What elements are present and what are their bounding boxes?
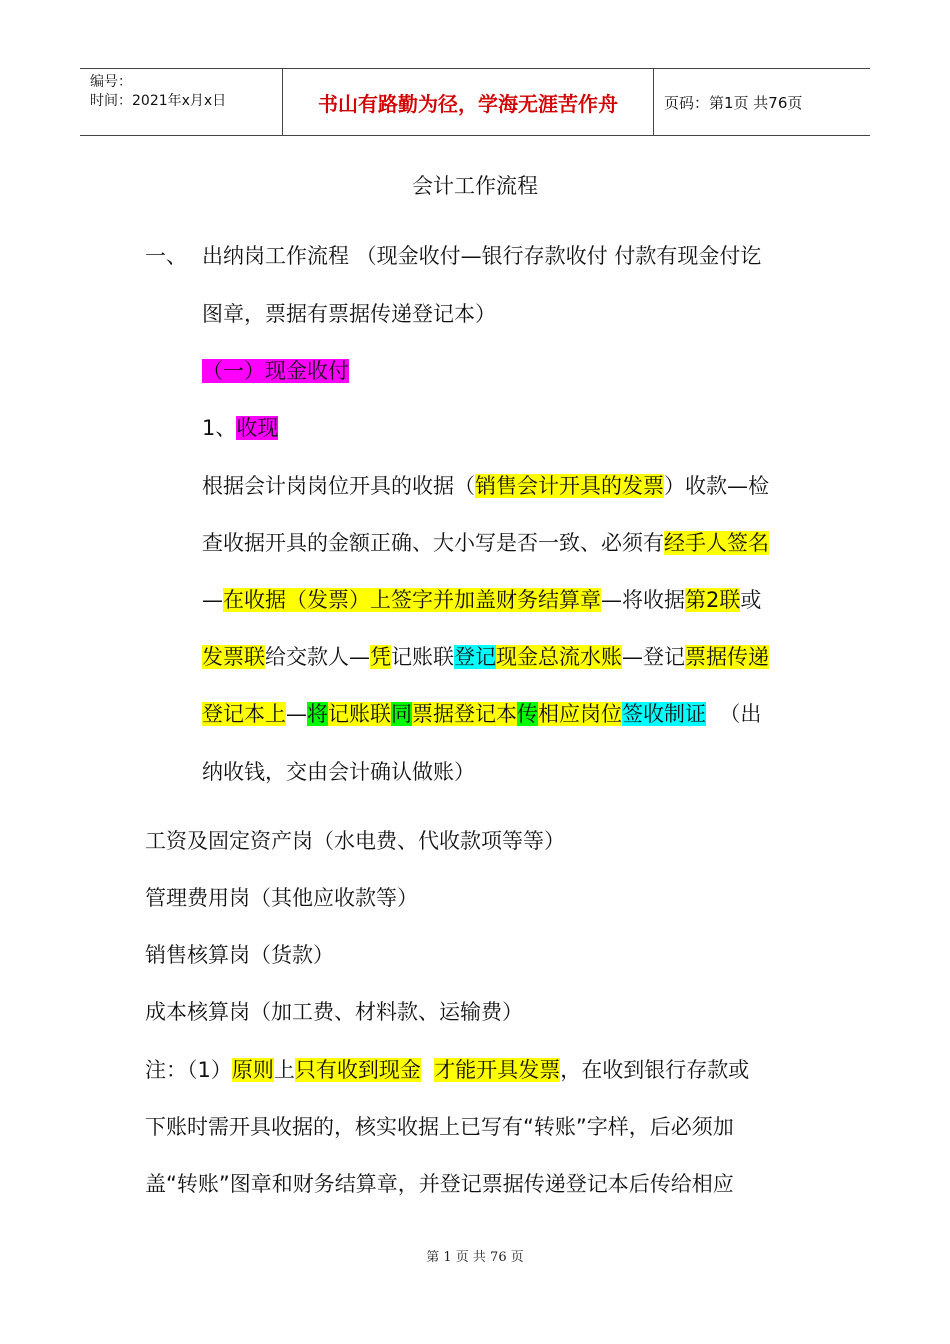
doc-number-label: 编号： — [90, 74, 132, 90]
header-table — [80, 68, 870, 136]
paragraph-line-5: 登记本上—将记账联同票据登记本传相应岗位签收制证 （出 — [202, 702, 762, 726]
paragraph-line-4: 发票联给交款人—凭记账联登记现金总流水账—登记票据传递 — [202, 645, 769, 669]
section-heading-line2: 图章，票据有票据传递登记本） — [202, 302, 496, 326]
subsection-heading: （一）现金收付 — [202, 359, 349, 383]
doc-time-label: 时间：2021年x月x日 — [90, 93, 227, 109]
section-heading-line1: 出纳岗工作流程 （现金收付—银行存款收付 付款有现金付讫 — [202, 244, 762, 268]
list-item: 工资及固定资产岗（水电费、代收款项等等） — [145, 829, 565, 853]
paragraph-line-3: —在收据（发票）上签字并加盖财务结算章—将收据第2联或 — [202, 588, 762, 612]
note-line-3: 盖“转账”图章和财务结算章，并登记票据传递登记本后传给相应 — [145, 1172, 734, 1196]
paragraph-line-6: 纳收钱，交由会计确认做账） — [202, 760, 475, 784]
header-page-info: 页码：第1页 共76页 — [664, 93, 803, 112]
list-item: 成本核算岗（加工费、材料款、运输费） — [145, 1000, 523, 1024]
header-meta-cell — [80, 69, 282, 135]
paragraph-line-2: 查收据开具的金额正确、大小写是否一致、必须有经手人签名 — [202, 531, 769, 555]
item-heading: 1、收现 — [202, 416, 279, 440]
page-footer: 第 1 页 共 76 页 — [426, 1250, 524, 1265]
note-line-2: 下账时需开具收据的，核实收据上已写有“转账”字样，后必须加 — [145, 1115, 734, 1139]
section-marker: 一、 — [145, 244, 187, 268]
list-item: 销售核算岗（货款） — [145, 943, 334, 967]
note-line-1: 注：（1）原则上只有收到现金 才能开具发票，在收到银行存款或 — [145, 1058, 750, 1082]
list-item: 管理费用岗（其他应收款等） — [145, 886, 418, 910]
header-motto: 书山有路勤为径，学海无涯苦作舟 — [282, 69, 654, 135]
paragraph-line-1: 根据会计岗岗位开具的收据（销售会计开具的发票）收款—检 — [202, 474, 769, 498]
document-title: 会计工作流程 — [412, 174, 538, 198]
